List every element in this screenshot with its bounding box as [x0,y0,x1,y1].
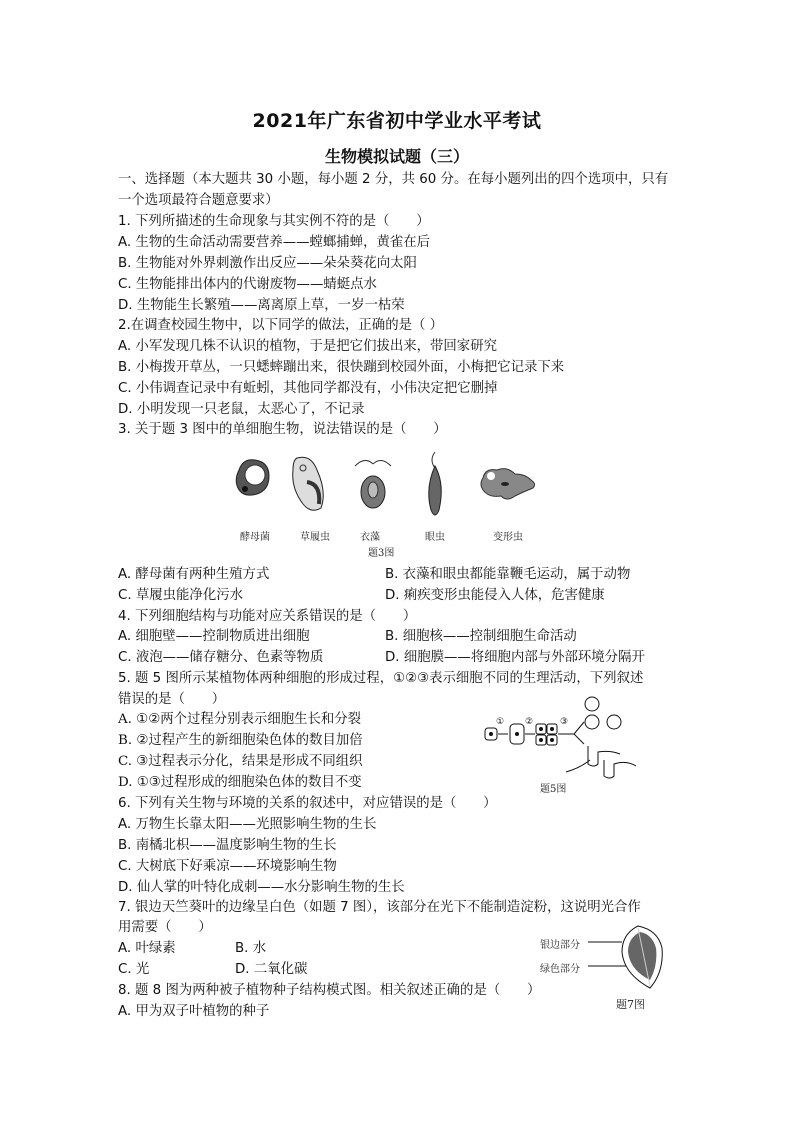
question-7-option-a: A. 叶绿素 [118,941,176,956]
question-5-stem-cont: 错误的是（ ） [118,692,226,707]
leaf-icon [540,920,670,994]
figure-5-caption: 题5图 [540,784,567,795]
question-4-option-a: A. 细胞壁——控制物质进出细胞 [118,629,310,644]
label-euglena: 眼虫 [425,532,445,543]
question-1-option-d: D. 生物能生长繁殖——离离原上草，一岁一枯荣 [118,298,405,313]
question-2-option-c: C. 小伟调查记录中有蚯蚓，其他同学都没有，小伟决定把它删掉 [118,381,498,396]
question-8-option-a: A. 甲为双子叶植物的种子 [118,1004,270,1019]
euglena-icon [429,452,442,515]
question-6-stem: 6. 下列有关生物与环境的关系的叙述中，对应错误的是（ ） [118,796,497,811]
cell-process-diagram [480,694,670,780]
label-paramecium: 草履虫 [300,532,330,543]
question-1-option-c: C. 生物能排出体内的代谢废物——蜻蜓点水 [118,277,377,292]
label-silver-edge: 银边部分 [540,940,580,951]
question-2-option-d: D. 小明发现一只老鼠，太恶心了，不记录 [118,402,365,417]
figure-7 [540,920,670,1010]
question-6-option-b: B. 南橘北枳——温度影响生物的生长 [118,838,337,853]
svg-text:②: ② [525,717,534,727]
paramecium-icon [293,457,324,510]
question-3-stem: 3. 关于题 3 图中的单细胞生物，说法错误的是（ ） [118,422,447,437]
exam-subtitle: 生物模拟试题（三） [324,147,469,166]
question-2-stem: 2.在调查校园生物中，以下同学的做法，正确的是（ ） [118,318,444,333]
question-4-option-c: C. 液泡——储存糖分、色素等物质 [118,650,324,665]
question-5-option-b: B. ②过程产生的新细胞染色体的数目加倍 [118,733,363,748]
question-6-option-d: D. 仙人掌的叶特化成刺——水分影响生物的生长 [118,880,405,895]
label-amoeba: 变形虫 [493,532,523,543]
question-6-option-c: C. 大树底下好乘凉——环境影响生物 [118,859,337,874]
svg-text:①: ① [496,717,505,727]
question-3-option-d: D. 痢疾变形虫能侵入人体，危害健康 [385,588,605,603]
question-2-option-a: A. 小军发现几株不认识的植物，于是把它们拔出来，带回家研究 [118,339,497,354]
question-1-option-a: A. 生物的生命活动需要营养——螳螂捕蝉，黄雀在后 [118,235,431,250]
chlamydomonas-icon [355,460,391,508]
question-7-stem-cont: 用需要（ ） [118,920,212,935]
question-5-option-c: C. ③过程表示分化，结果是形成不同组织 [118,754,363,769]
question-4-stem: 4. 下列细胞结构与功能对应关系错误的是（ ） [118,609,417,624]
figure-3-caption: 题3图 [368,548,395,559]
question-1-stem: 1. 下列所描述的生命现象与其实例不符的是（ ） [118,214,430,229]
organisms-illustration [225,448,565,528]
section-heading: 一、选择题（本大题共 30 小题，每小题 2 分，共 60 分。在每小题列出的四个选项中，只有 [118,172,669,187]
label-green-part: 绿色部分 [540,964,580,975]
figure-3 [225,448,565,558]
question-7-stem: 7. 银边天竺葵叶的边缘呈白色（如题 7 图），该部分在光下不能制造淀粉，这说明光合作 [118,900,641,915]
svg-text:③: ③ [560,717,569,727]
question-2-option-b: B. 小梅拨开草丛，一只蟋蟀蹦出来，很快蹦到校园外面，小梅把它记录下来 [118,360,565,375]
section-heading-cont: 一个选项最符合题意要求） [118,193,279,208]
question-3-option-c: C. 草履虫能净化污水 [118,588,243,603]
label-yeast: 酵母菌 [240,532,270,543]
question-5-option-a: A. ①②两个过程分别表示细胞生长和分裂 [118,712,362,727]
question-7-option-d: D. 二氧化碳 [235,962,308,977]
question-4-option-d: D. 细胞膜——将细胞内部与外部环境分隔开 [385,650,645,665]
figure-7-caption: 题7图 [616,998,645,1011]
yeast-icon [236,460,269,495]
question-8-stem: 8. 题 8 图为两种被子植物种子结构模式图。相关叙述正确的是（ ） [118,983,541,998]
amoeba-icon [481,469,535,499]
question-5-stem: 5. 题 5 图所示某植物体两种细胞的形成过程，①②③表示细胞不同的生理活动，下列叙述 [118,671,644,686]
exam-title: 2021年广东省初中学业水平考试 [252,110,542,132]
question-3-option-b: B. 衣藻和眼虫都能靠鞭毛运动，属于动物 [385,567,631,582]
label-chlamydomonas: 衣藻 [360,532,380,543]
question-4-option-b: B. 细胞核——控制细胞生命活动 [385,629,577,644]
question-7-option-c: C. 光 [118,962,150,977]
question-1-option-b: B. 生物能对外界刺激作出反应——朵朵葵花向太阳 [118,256,417,271]
question-5-option-d: D. ①③过程形成的细胞染色体的数目不变 [118,775,362,790]
question-7-option-b: B. 水 [235,941,267,956]
figure-5 [480,694,670,794]
question-6-option-a: A. 万物生长靠太阳——光照影响生物的生长 [118,817,377,832]
question-3-option-a: A. 酵母菌有两种生殖方式 [118,567,270,582]
